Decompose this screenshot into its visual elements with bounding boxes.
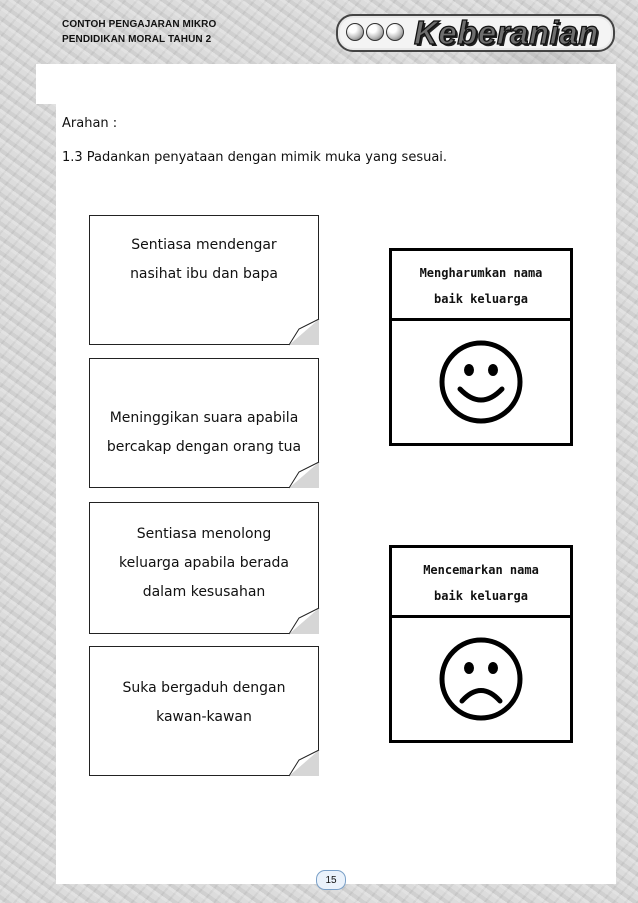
document-header xyxy=(62,17,216,47)
bubble-icon xyxy=(346,23,364,41)
folded-corner-icon xyxy=(289,750,319,776)
face-box-sad[interactable] xyxy=(389,545,573,743)
face-box-happy[interactable] xyxy=(389,248,573,446)
statement-card[interactable] xyxy=(89,646,319,776)
instruction-text: 1.3 Padankan penyataan dengan mimik muka yang sesuai. xyxy=(62,150,448,165)
bubble-icon xyxy=(386,23,404,41)
brand-title: Keberanian xyxy=(414,14,599,51)
statement-text: Meninggikan suara apabila bercakap dengan orang tua xyxy=(106,410,302,455)
header-line-2: PENDIDIKAN MORAL TAHUN 2 xyxy=(62,34,212,45)
bubble-icon xyxy=(366,23,384,41)
face-label: Mencemarkan nama baik keluarga xyxy=(392,548,570,618)
folded-corner-icon xyxy=(289,608,319,634)
folded-corner-icon xyxy=(289,319,319,345)
statement-card[interactable] xyxy=(89,358,319,488)
smiley-face-icon xyxy=(438,339,524,425)
directions-label: Arahan : xyxy=(62,116,118,131)
statement-text: Suka bergaduh dengan kawan-kawan xyxy=(122,680,286,725)
statement-text: Sentiasa mendengar nasihat ibu dan bapa xyxy=(130,237,278,282)
sad-face-icon xyxy=(438,636,524,722)
statement-card[interactable] xyxy=(89,215,319,345)
statement-text: Sentiasa menolong keluarga apabila berada dalam kesusahan xyxy=(118,525,290,600)
page-number: 15 xyxy=(316,870,346,890)
folded-corner-icon xyxy=(289,462,319,488)
statement-card[interactable] xyxy=(89,502,319,634)
face-label: Mengharumkan nama baik keluarga xyxy=(392,251,570,321)
header-line-1: CONTOH PENGAJARAN MIKRO xyxy=(62,19,217,30)
